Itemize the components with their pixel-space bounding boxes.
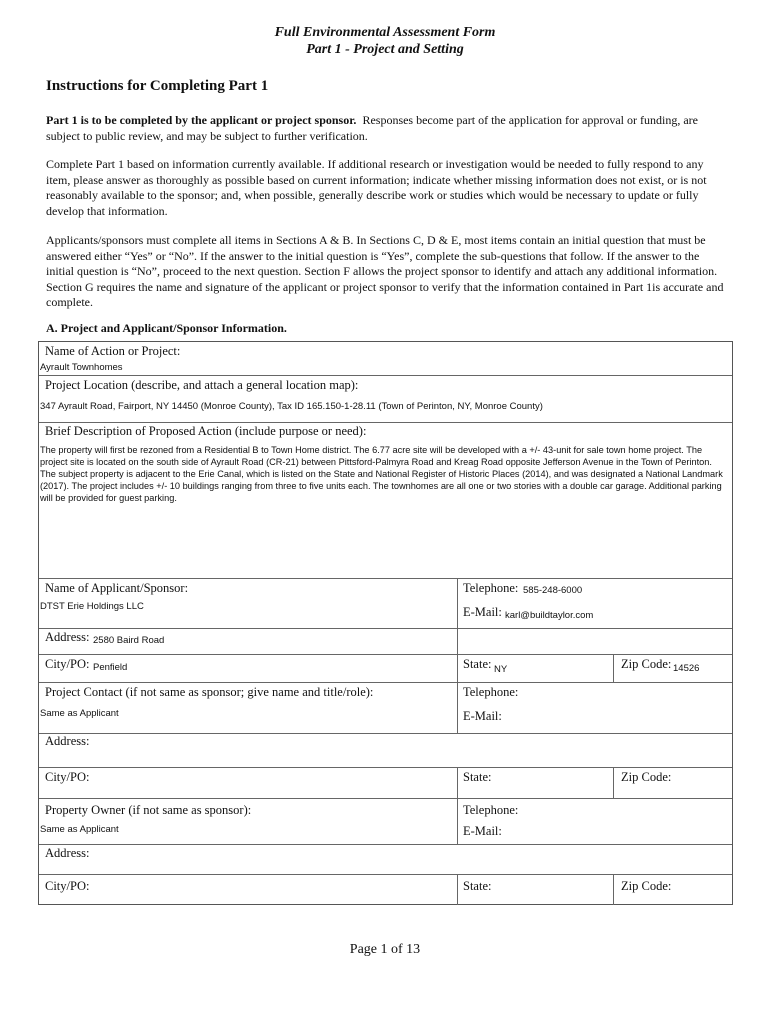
divider xyxy=(457,798,458,844)
property-owner-label: Property Owner (if not same as sponsor): xyxy=(45,803,252,817)
divider xyxy=(39,733,732,734)
applicant-name-label: Name of Applicant/Sponsor: xyxy=(45,581,189,595)
divider xyxy=(613,767,614,798)
property-owner-field[interactable]: Same as Applicant xyxy=(40,824,119,835)
project-contact-label: Project Contact (if not same as sponsor; give name and title/role): xyxy=(45,685,374,699)
divider xyxy=(39,422,732,423)
divider xyxy=(613,874,614,905)
divider xyxy=(457,654,458,682)
instructions-heading: Instructions for Completing Part 1 xyxy=(46,78,269,94)
contact-city-label: City/PO: xyxy=(45,770,90,784)
brief-description-label: Brief Description of Proposed Action (include purpose or need): xyxy=(45,424,367,438)
section-a-heading: A. Project and Applicant/Sponsor Information. xyxy=(46,321,287,335)
project-contact-field[interactable]: Same as Applicant xyxy=(40,708,119,719)
owner-zip-label: Zip Code: xyxy=(621,879,672,893)
name-of-action-label: Name of Action or Project: xyxy=(45,344,181,358)
applicant-city-label: City/PO: xyxy=(45,657,90,671)
instructions-paragraph-1-text: Responses become part of the application for approval or funding, are subject to public review, and may be subject to further verification. xyxy=(46,113,698,143)
divider xyxy=(457,578,458,654)
divider xyxy=(457,767,458,798)
project-location-field[interactable]: 347 Ayrault Road, Fairport, NY 14450 (Monroe County), Tax ID 165.150-1-28.11 (Town of Perinton, NY, Monroe County) xyxy=(40,401,543,412)
applicant-state-label: State: xyxy=(463,657,492,671)
owner-city-label: City/PO: xyxy=(45,879,90,893)
instructions-paragraph-2: Complete Part 1 based on information currently available. If additional research or investigation would be needed to fully respond to any item, please answer as thoroughly as possible based on current information; indicate whether missing information does not exist, or is not reasonably available to the sponsor; and, when possible, generally describe work or studies which would be necessary to update or fully develop that information. xyxy=(46,157,707,218)
divider xyxy=(39,798,732,799)
applicant-state-field[interactable]: NY xyxy=(494,664,508,675)
owner-telephone-label: Telephone: xyxy=(463,803,519,817)
divider xyxy=(457,874,458,905)
applicant-email-label: E-Mail: xyxy=(463,605,502,619)
owner-address-label: Address: xyxy=(45,846,90,860)
contact-zip-label: Zip Code: xyxy=(621,770,672,784)
applicant-zip-label: Zip Code: xyxy=(621,657,672,671)
divider xyxy=(39,767,732,768)
divider xyxy=(39,682,732,683)
divider xyxy=(39,874,732,875)
contact-telephone-label: Telephone: xyxy=(463,685,519,699)
divider xyxy=(39,578,732,579)
project-location-label: Project Location (describe, and attach a general location map): xyxy=(45,378,359,392)
applicant-address-label: Address: xyxy=(45,630,90,644)
contact-email-label: E-Mail: xyxy=(463,709,502,723)
contact-state-label: State: xyxy=(463,770,492,784)
section-a-form xyxy=(38,341,733,905)
page-number: Page 1 of 13 xyxy=(349,942,421,957)
instructions-paragraph-1-bold: Part 1 is to be completed by the applicant or project sponsor. xyxy=(46,113,357,127)
applicant-address-field[interactable]: 2580 Baird Road xyxy=(93,635,165,646)
instructions-paragraph-3: Applicants/sponsors must complete all items in Sections A & B. In Sections C, D & E, most items contain an initial question that must be answered either “Yes” or “No”. If the answer to the initial question is “Yes”, complete the sub-questions that follow. If the answer to the initial question is “No”, proceed to the next question. Section F allows the project sponsor to identify and attach any additional information. Section G requires the name and signature of the applicant or project sponsor to verify that the information contained in Part 1is accurate and complete. xyxy=(46,233,724,309)
applicant-zip-field[interactable]: 14526 xyxy=(673,663,700,674)
applicant-city-field[interactable]: Penfield xyxy=(93,662,128,673)
instructions-paragraph-1 xyxy=(46,113,726,144)
contact-address-label: Address: xyxy=(45,734,90,748)
divider xyxy=(613,654,614,682)
applicant-telephone-label: Telephone: xyxy=(463,581,519,595)
form-title: Full Environmental Assessment Form xyxy=(274,25,496,40)
divider xyxy=(457,682,458,733)
applicant-email-field[interactable]: karl@buildtaylor.com xyxy=(505,610,594,621)
applicant-telephone-field[interactable]: 585-248-6000 xyxy=(523,585,583,596)
divider xyxy=(39,628,732,629)
owner-state-label: State: xyxy=(463,879,492,893)
owner-email-label: E-Mail: xyxy=(463,824,502,838)
divider xyxy=(39,375,732,376)
brief-description-field[interactable]: The property will first be rezoned from a Residential B to Town Home district. The 6.77 acre site will be developed with a +/- 43-unit for sale town home project. The project site is located on the south side of Ayrault Road (CR-21) between Pittsford-Palmyra Road and Kreag Road opposite Jefferson Avenue in the Town of Perinton. The subject property is adjacent to the Erie Canal, which is listed on the State and National Register of Historic Places (2014), and was designated a National Landmark (2017). The project includes +/- 10 buildings ranging from three to five units each. The townhomes are all one or two stories with a double car garage. Additional parking will be provided for guest parking. xyxy=(40,445,723,503)
applicant-name-field[interactable]: DTST Erie Holdings LLC xyxy=(40,601,144,612)
form-subtitle: Part 1 - Project and Setting xyxy=(306,42,464,57)
divider xyxy=(39,654,732,655)
name-of-action-field[interactable]: Ayrault Townhomes xyxy=(40,362,123,373)
divider xyxy=(39,844,732,845)
